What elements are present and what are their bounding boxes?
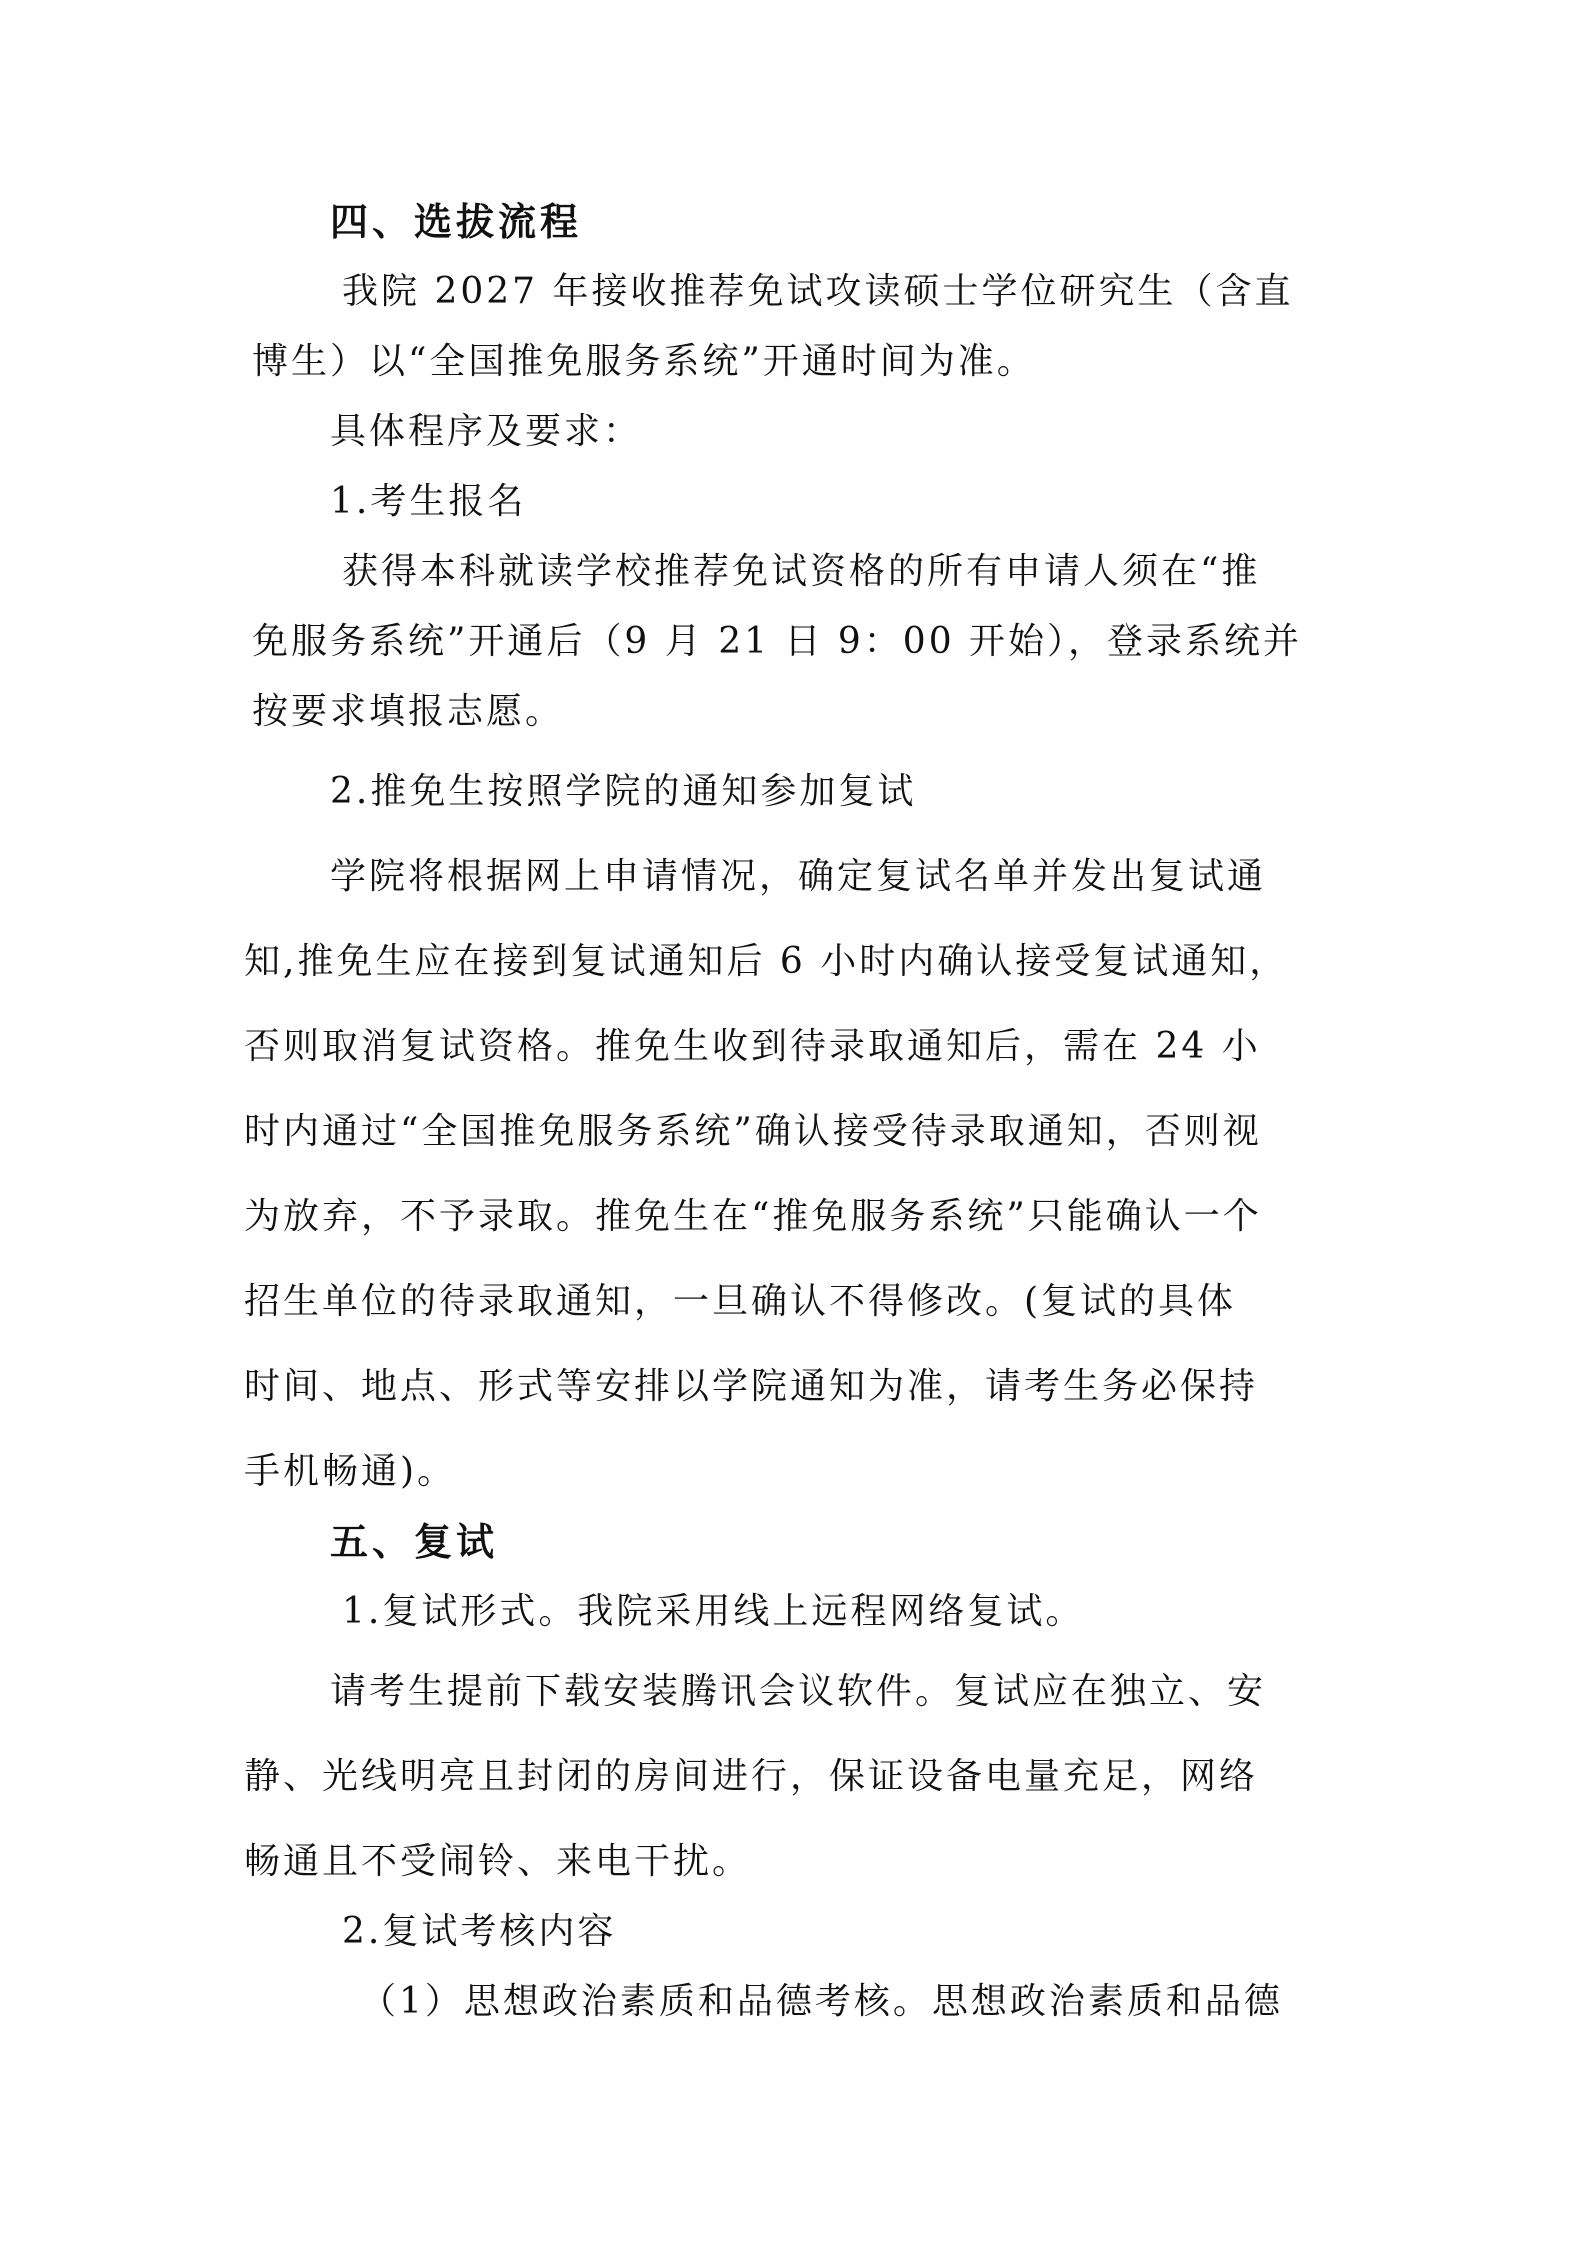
paragraph-line: 知,推免生应在接到复试通知后 6 小时内确认接受复试通知，: [244, 941, 1289, 982]
paragraph-line: 博生）以“全国推免服务系统”开通时间为准。: [252, 341, 1036, 382]
subheading-reexam-content: 2.复试考核内容: [342, 1911, 617, 1952]
paragraph-line: 请考生提前下载安装腾讯会议软件。复试应在独立、安: [330, 1671, 1267, 1712]
section-heading-selection-process: 四、选拔流程: [330, 199, 583, 244]
paragraph-line: 否则取消复试资格。推免生收到待录取通知后，需在 24 小: [244, 1026, 1261, 1067]
paragraph-line: 具体程序及要求：: [330, 411, 643, 452]
subheading-reexam-notice: 2.推免生按照学院的通知参加复试: [330, 771, 917, 812]
paragraph-line: （1）思想政治素质和品德考核。思想政治素质和品德: [360, 1981, 1283, 2022]
paragraph-line: 为放弃，不予录取。推免生在“推免服务系统”只能确认一个: [244, 1196, 1262, 1237]
paragraph-line: 招生单位的待录取通知，一旦确认不得修改。(复试的具体: [244, 1281, 1237, 1322]
paragraph-line: 按要求填报志愿。: [252, 691, 565, 732]
subheading-reexam-format: 1.复试形式。我院采用线上远程网络复试。: [342, 1591, 1085, 1632]
paragraph-line: 手机畅通)。: [244, 1451, 457, 1492]
paragraph-line: 学院将根据网上申请情况，确定复试名单并发出复试通: [330, 856, 1267, 897]
paragraph-line: 静、光线明亮且封闭的房间进行，保证设备电量充足，网络: [244, 1756, 1259, 1797]
paragraph-line: 获得本科就读学校推荐免试资格的所有申请人须在“推: [342, 551, 1261, 592]
paragraph-line: 时内通过“全国推免服务系统”确认接受待录取通知，否则视: [244, 1111, 1262, 1152]
subheading-registration: 1.考生报名: [330, 481, 527, 522]
paragraph-line: 畅通且不受闹铃、来电干扰。: [244, 1841, 752, 1882]
paragraph-line: 免服务系统”开通后（9 月 21 日 9：00 开始），登录系统并: [252, 621, 1303, 662]
paragraph-line: 时间、地点、形式等安排以学院通知为准，请考生务必保持: [244, 1366, 1259, 1407]
paragraph-line: 我院 2027 年接收推荐免试攻读硕士学位研究生（含直: [342, 271, 1294, 312]
section-heading-reexam: 五、复试: [330, 1519, 499, 1564]
